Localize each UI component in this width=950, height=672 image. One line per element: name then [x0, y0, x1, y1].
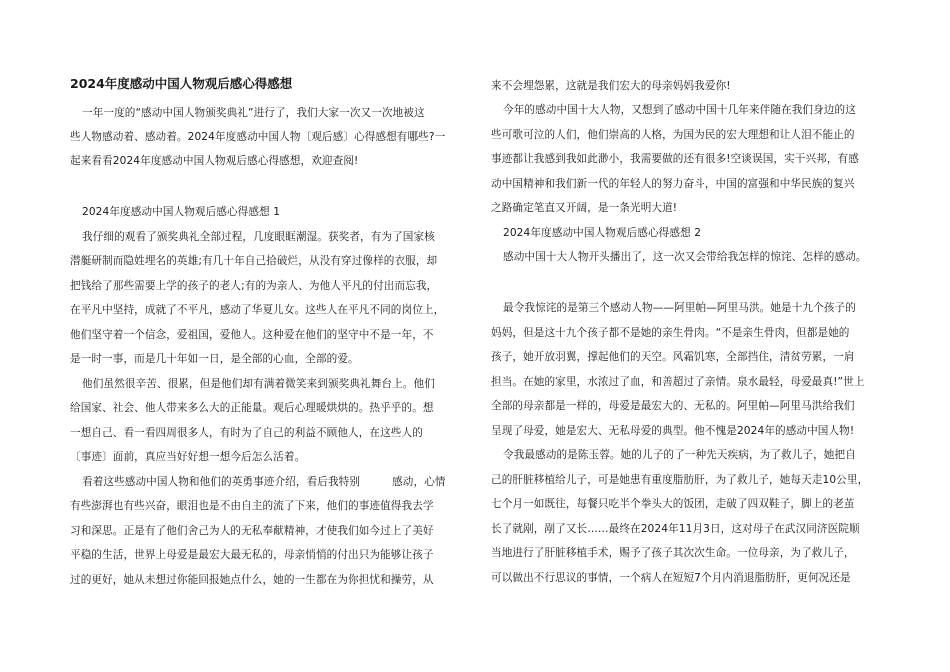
paragraph-line: 把钱给了那些需要上学的孩子的老人;有的为亲人、为他人平凡的付出而忘我， — [70, 280, 438, 292]
document-title: 2024年度感动中国人物观后感心得感想 — [70, 76, 293, 91]
paragraph-line: 习和深思。正是有了他们舍己为人的无私奉献精神，才使我们如今过上了美好 — [70, 525, 434, 537]
paragraph-line: 之路确定笔直又开阔，是一条光明大道! — [491, 202, 678, 214]
left-column — [70, 0, 465, 672]
paragraph-line: 长了就剐，剐了又长……最终在2024年11月3日，这对母子在武汉同济医院顺 — [491, 523, 860, 535]
paragraph-line: 可以做出不行思议的事情，一个病人在短短7个月内消退脂肪肝，更何况还是 — [491, 572, 851, 584]
paragraph-line: 他们坚守着一个信念，爱祖国，爱他人。这种爱在他们的坚守中不是一年，不 — [70, 329, 434, 341]
paragraph-line: 己的肝脏移植给儿子，可是她患有重度脂肪肝，为了救儿子，她每天走10公里， — [491, 474, 869, 486]
paragraph-line: 一想自己、看一看四周很多人，有时为了自己的利益不顾他人，在这些人的 — [70, 427, 423, 439]
paragraph-line: 妈妈，但是这十九个孩子都不是她的亲生骨肉。“不是亲生骨肉，但都是她的 — [491, 327, 850, 339]
paragraph-line: 〔事迹〕面前，真应当好好想一想今后怎么活着。 — [70, 451, 306, 463]
paragraph-line: 平稳的生活，世界上母爱是最宏大最无私的，母亲悄悄的付出只为能够让孩子 — [70, 549, 434, 561]
paragraph-line: 呈现了母爱，她是宏大、无私母爱的典型。他不愧是2024年的感动中国人物! — [491, 425, 855, 437]
paragraph-line: 令我最感动的是陈玉蓉。她的儿子的了一种先天疾病，为了救儿子，她把自 — [503, 449, 856, 461]
paragraph-line: 是一时一事，而是几十年如一日，是全部的心血，全部的爱。 — [70, 353, 359, 365]
paragraph-line: 有些澎湃也有些兴奋，眼泪也是不由自主的流了下来，他们的事迹值得我去学 — [70, 500, 434, 512]
section-heading-2: 2024年度感动中国人物观后感心得感想 2 — [503, 227, 702, 239]
paragraph-line: 看着这些感动中国人物和他们的英勇事迹介绍，看后我特别 感动，心情 — [82, 476, 446, 488]
paragraph-line: 最令我惊诧的是第三个感动人物——阿里帕—阿里马洪。她是十九个孩子的 — [503, 302, 856, 314]
paragraph-line: 动中国精神和我们新一代的年轻人的努力奋斗，中国的富强和中华民族的复兴 — [491, 178, 855, 190]
paragraph-line: 当地进行了肝脏移植手术，赐予了孩子其次次生命。一位母亲，为了救儿子， — [491, 547, 855, 559]
paragraph-line: 七个月一如既往，每餐只吃半个拳头大的饭团，走破了四双鞋子，脚上的老茧 — [491, 498, 855, 510]
paragraph-line: 他们虽然很辛苦、很累，但是他们却有满着微笑来到颁奖典礼舞台上。他们 — [82, 378, 435, 390]
paragraph-line: 感动中国十大人物开头播出了，这一次又会带给我怎样的惊诧、怎样的感动。 — [503, 251, 867, 263]
paragraph-line: 我仔细的观看了颁奖典礼全部过程，几度眼眶潮湿。获奖者，有为了国家核 — [82, 231, 435, 243]
paragraph-line: 过的更好，她从未想过你能回报她点什么，她的一生都在为你担忧和操劳，从 — [70, 574, 434, 586]
intro-line: 起来看看2024年度感动中国人物观后感心得感想，欢迎查阅! — [70, 155, 359, 167]
intro-line: 一年一度的“感动中国人物颁奖典礼”进行了，我们大家一次又一次地被这 — [82, 107, 425, 119]
paragraph-line: 孩子，她开放羽翼，撑起他们的天空。风霜饥寒，全部挡住，清贫劳累，一肩 — [491, 351, 855, 363]
paragraph-line: 些可歌可泣的人们，他们崇高的人格，为国为民的宏大理想和让人泪不能止的 — [491, 129, 855, 141]
paragraph-line: 今年的感动中国十大人物，又想到了感动中国十几年来伴随在我们身边的这 — [503, 104, 856, 116]
paragraph-line: 事迹都让我感到我如此渺小，我需要做的还有很多!空谈误国，实干兴邦，有感 — [491, 153, 859, 165]
right-column — [491, 0, 886, 672]
paragraph-line: 来不会埋怨累，这就是我们宏大的母亲妈妈我爱你! — [491, 80, 731, 92]
paragraph-line: 潜艇研制而隐姓埋名的英雄;有几十年自己拾破烂，从没有穿过像样的衣服，却 — [70, 255, 438, 267]
section-heading-1: 2024年度感动中国人物观后感心得感想 1 — [82, 206, 281, 218]
paragraph-line: 全部的母亲都是一样的，母爱是最宏大的、无私的。阿里帕—阿里马洪给我们 — [491, 400, 855, 412]
paragraph-line: 在平凡中坚持，成就了不平凡，感动了华夏儿女。这些人在平凡不同的岗位上， — [70, 304, 445, 316]
paragraph-line: 担当。在她的家里，水浓过了血，和善超过了亲情。泉水最轻，母爱最真!”世上 — [491, 376, 865, 388]
intro-line: 些人物感动着、感动着。2024年度感动中国人物〔观后感〕心得感想有哪些?一 — [70, 131, 446, 143]
paragraph-line: 给国家、社会、他人带来多么大的正能量。观后心理暖烘烘的。热乎乎的。想 — [70, 402, 434, 414]
